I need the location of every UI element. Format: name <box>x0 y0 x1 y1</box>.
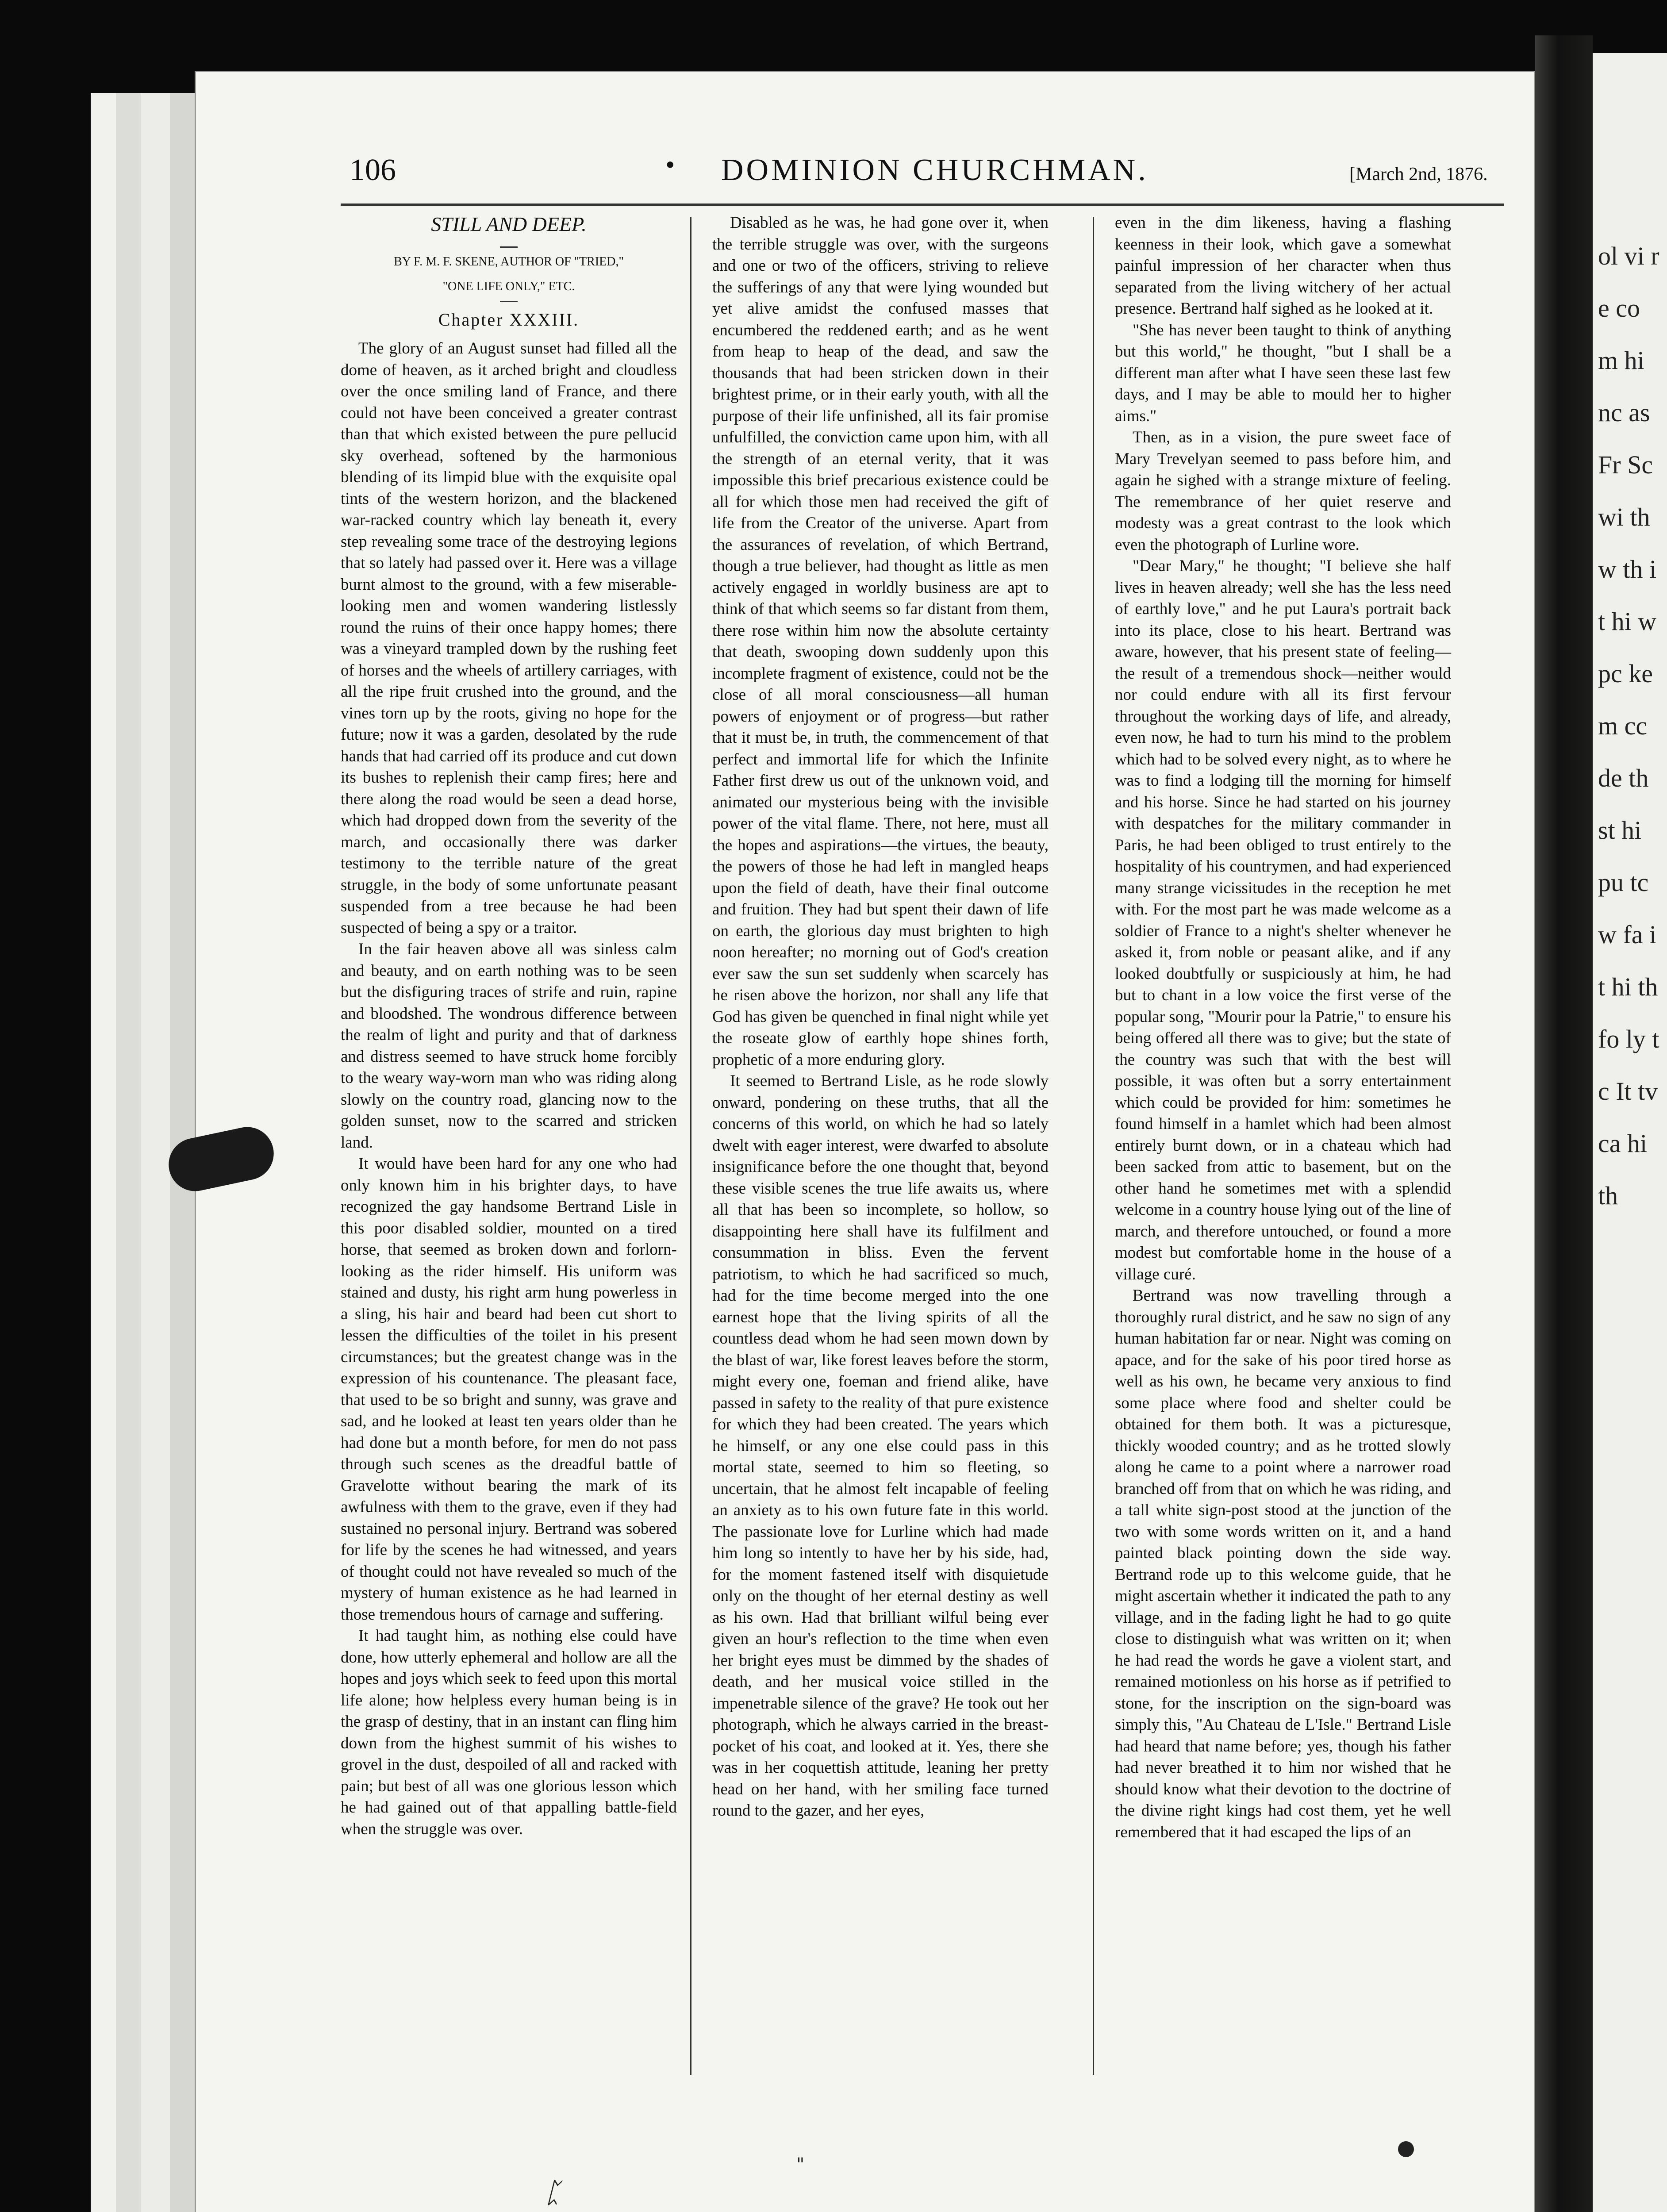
page-edge <box>91 93 119 2212</box>
article-paragraph: Then, as in a vision, the pure sweet face of Mary Trevelyan seemed to pass before him, and again he sighed with a strange mixture of feeling. The remembrance of her quiet reserve and modesty was a great contrast to the look which even the photograph of Lurline wore. <box>1115 428 1451 554</box>
issue-date: [March 2nd, 1876. <box>1349 164 1488 184</box>
article-paragraph: "She has never been taught to think of anything but this world," he thought, "but I shall be a different man after what I have seen these last few days, and I may be able to mould her to higher aims." <box>1115 321 1451 425</box>
short-rule <box>500 246 518 248</box>
article-paragraph: In the fair heaven above all was sinless calm and beauty, and on earth nothing was to be seen but the disfiguring traces of strife and ruin, rapine and bloodshed. The wondrous difference between the realm of light and purity and that of darkness and distress seemed to have struck home forcibly to the weary way-worn man who was riding along slowly on the country road, glancing now to the golden sunset, now to the scarred and stricken land. <box>341 940 677 1152</box>
column-rule <box>690 217 691 2075</box>
article-paragraph: The glory of an August sunset had filled all the dome of heaven, as it arched bright and cloudless over the once smiling land of France, and there could not have been conceived a greater contrast than that which existed between the pure pellucid sky overhead, softened by the harmonious blending of its limpid blue with the exquisite opal tints of the western horizon, and the blackened war-racked country which lay beneath it, every step revealing some trace of the destroying legions that so lately had passed over it. Here was a village burnt almost to the ground, with a few miserable-looking men and women wandering listlessly round the ruins of their once happy homes; there was a vineyard trampled down by the rushing feet of horses and the wheels of artillery carriages, with all the ripe fruit crushed into the ground, and the vines torn up by the roots, giving no hope for the future; now it was a garden, desolated by the rude hands that had carried off its produce and cut down its bushes to replenish their camp fires; here and there along the road would be seen a dead horse, which had dropped down from the severity of the march, and occasionally there was darker testimony to the terrible nature of the great struggle, in the body of some unfortunate peasant suspended from a tree because he had been suspected of being a spy or a traitor. <box>341 339 677 937</box>
article-paragraph: It would have been hard for any one who had only known him in his brighter days, to have recognized the gay handsome Bertrand Lisle in this poor disabled soldier, mounted on a tired horse, that seemed as broken down and forlorn-looking as the rider himself. His uniform was stained and dusty, his right arm hung powerless in a sling, his hair and beard had been cut short to lessen the difficulties of the toilet in his present circumstances; but the greatest change was in the expression of his countenance. The pleasant face, that used to be so bright and sunny, was grave and sad, and he looked at least ten years older than he had done but a month before, for men do not pass through such scenes as the dreadful battle of Gravelotte without bearing the mark of its awfulness with them to the grave, even if they had sustained no personal injury. Bertrand was sobered for life by the scenes he had witnessed, and years of thought could not have revealed so much of the mystery of human existence as he had learned in those tremendous hours of carnage and suffering. <box>341 1155 677 1624</box>
ink-blot <box>1398 2141 1414 2157</box>
page-edge <box>141 93 173 2212</box>
article-paragraph: Disabled as he was, he had gone over it, when the terrible struggle was over, with the surgeons and one or two of the officers, striving to relieve the sufferings of any that were lying wounded but yet alive amidst the confused masses that encumbered the reddened earth; and as he went from heap to heap of the dead, and saw the thousands that had been stricken down in their brightest prime, or in their early youth, with all the purpose of their life unfinished, all its fair promise unfulfilled, the conviction came upon him, with all the strength of an eternal verity, that it was impossible this brief precarious existence could be all for which those men had received the gift of life from the Creator of the universe. Apart from the assurances of revelation, of which Bertrand, though a true believer, had thought as little as men actively engaged in worldly business are apt to think of that which seems so far distant from them, there rose within him now the absolute certainty that death, swooping down suddenly upon this incomplete fragment of existence, could not be the close of all moral consciousness—all human powers of enjoyment or of progress—but rather that it must be, in truth, the commencement of that perfect and immortal life for which the Infinite Father first drew us out of the unknown void, and animated our mysterious being with the invisible power of the vital flame. There, not here, must all the hopes and aspirations—the virtues, the beauty, the powers of those he had left in mangled heaps upon the field of death, have their final outcome and fruition. They had but spent their dawn of life on earth, the glorious day must brighten to high noon hereafter; no morning out of God's creation ever saw the sun set suddenly when scarcely has he risen above the horizon, nor shall any life that God has given be quenched in final night while yet the roseate glow of earthly hope shines forth, prophetic of a more enduring glory. <box>712 214 1049 1069</box>
byline-line-1: BY F. M. F. SKENE, AUTHOR OF "TRIED," <box>394 255 624 269</box>
header-dot: • <box>664 153 677 178</box>
byline-line-2: "ONE LIFE ONLY," ETC. <box>442 280 575 293</box>
facing-page-text: ol vi re co m hi nc as Fr Sc wi th w th it hi w pc ke m cc de th st hi pu tc w fa it hi th fo ly tc It tv ca hi th <box>1598 242 1659 1210</box>
article-paragraph: even in the dim likeness, having a flashing keenness in their look, which gave a somewhat painful impression of her character when thus separated from the living witchery of her actual presence. Bertrand half sighed as he looked at it. <box>1115 214 1451 318</box>
article-paragraph: "Dear Mary," he thought; "I believe she half lives in heaven already; well she has the less need of earthly love," and he put Laura's portrait back into its place, close to his heart. Bertrand was aware, however, that his present state of feeling—the result of a tremendous shock—neither would nor could endure with all its first fervour throughout the working days of life, and already, even now, he had to turn his mind to the problem which had to be solved every night, as to where he was to find a lodging till the morning for himself and his horse. Since he had started on his journey with despatches for the military commander in Paris, he had been obliged to trust entirely to the hospitality of his countrymen, and had experienced many strange vicissitudes in the reception he met with. For the most part he was made welcome as a soldier of France to a night's shelter whenever he asked it, from noble or peasant alike, and if any looked doubtfully or suspiciously at him, he had but to chant in a low voice the first verse of the popular song, "Mourir pour la Patrie," to ensure his being offered all there was to give; but the state of the country was such that with the best will possible, it was often but a sorry entertainment which could be provided for him: sometimes he found himself in a hamlet which had been almost entirely burnt down, or in a chateau which had been sacked from attic to basement, but on the other hand he sometimes met with a splendid welcome in a country house lying out of the line of march, and therefore untouched, or found a more modest but comfortable home in the house of a village curé. <box>1115 557 1451 1283</box>
binding-seam <box>1535 35 1593 2212</box>
journal-title: DOMINION CHURCHMAN. <box>721 153 1148 187</box>
page-number: 106 <box>350 153 396 187</box>
chapter-heading: Chapter XXXIII. <box>438 310 580 330</box>
column-1 <box>341 212 677 1840</box>
header-rule <box>341 204 1504 206</box>
facing-page <box>1593 53 1667 2212</box>
short-rule <box>500 301 518 302</box>
story-title: STILL AND DEEP. <box>431 213 587 235</box>
article-paragraph: Bertrand was now travelling through a thoroughly rural district, and he saw no sign of any human habitation far or near. Night was coming on apace, and for the sake of his poor tired horse as well as his own, he became very anxious to find some place where food and shelter could be obtained for them both. It was a picturesque, thickly wooded country; and as he trotted slowly along he came to a point where a narrower road branched off from that on which he was riding, and a tall white sign-post stood at the junction of the two with some words written on it, and a hand painted black pointing down the side way. Bertrand rode up to this welcome guide, that he might ascertain whether it indicated the path to any village, and in the fading light he had to go quite close to distinguish what was written on it; when he had read the words he gave a violent start, and remained motionless on his horse as if petrified to stone, for the inscription on the sign-board was simply this, "Au Chateau de L'Isle." Bertrand Lisle had heard that name before; yes, though his father had never breathed it to him nor wished that he should know what their devotion to the doctrine of the divine right kings had cost them, yet he well remembered that it had escaped the lips of an <box>1115 1286 1451 1841</box>
column-rule <box>1093 217 1094 2075</box>
column-3 <box>1115 212 1451 1843</box>
quote-mark: " <box>796 2154 805 2175</box>
article-paragraph: It seemed to Bertrand Lisle, as he rode slowly onward, pondering on these truths, that all the concerns of this world, on which he had so lately dwelt with eager interest, were dwarfed to absolute insignificance before the one thought that, beyond these visible scenes the true life awaits us, where all that has been so incomplete, so hollow, so disappointing here shall have its fulfilment and consummation in bliss. Even the fervent patriotism, to which he had sacrificed so much, had for the time become merged into the one earnest hope that the living spirits of all the countless dead whom he had seen mown down by the blast of war, like forest leaves before the storm, might every one, foeman and friend alike, have passed in safety to the reality of that pure existence for which they had been created. The years which he himself, or any one else could pass in this mortal state, seemed to him so fleeting, so uncertain, that he almost felt incapable of feeling an anxiety as to his own future fate in this world. The passionate love for Lurline which had made him long so intently to have her by his side, had, for the moment fastened itself with disquietude only on the thought of her eternal destiny as well as his own. Had that brilliant wilful being ever given an hour's reflection to the time when even her bright eyes must be dimmed by the shades of death, and her musical voice stilled in the impenetrable silence of the grave? He took out her photograph, which he always carried in the breast-pocket of his coat, and looked at it. Yes, there she was in her coquettish attitude, leaning her pretty head on her hand, with her smiling face turned round to the gazer, and her eyes, <box>712 1072 1049 1820</box>
pencil-mark: ᛈ <box>544 2177 561 2208</box>
page-edge <box>116 93 144 2212</box>
article-paragraph: It had taught him, as nothing else could have done, how utterly ephemeral and hollow are all the hopes and joys which seek to feed upon this mortal life alone; how helpless every human being is in the grasp of destiny, that in an instant can fling him down from the highest summit of his wishes to grovel in the dust, despoiled of all and racked with pain; but best of all was one glorious lesson which he had gained out of that appalling battle-field when the struggle was over. <box>341 1627 677 1838</box>
column-2 <box>712 212 1049 1822</box>
